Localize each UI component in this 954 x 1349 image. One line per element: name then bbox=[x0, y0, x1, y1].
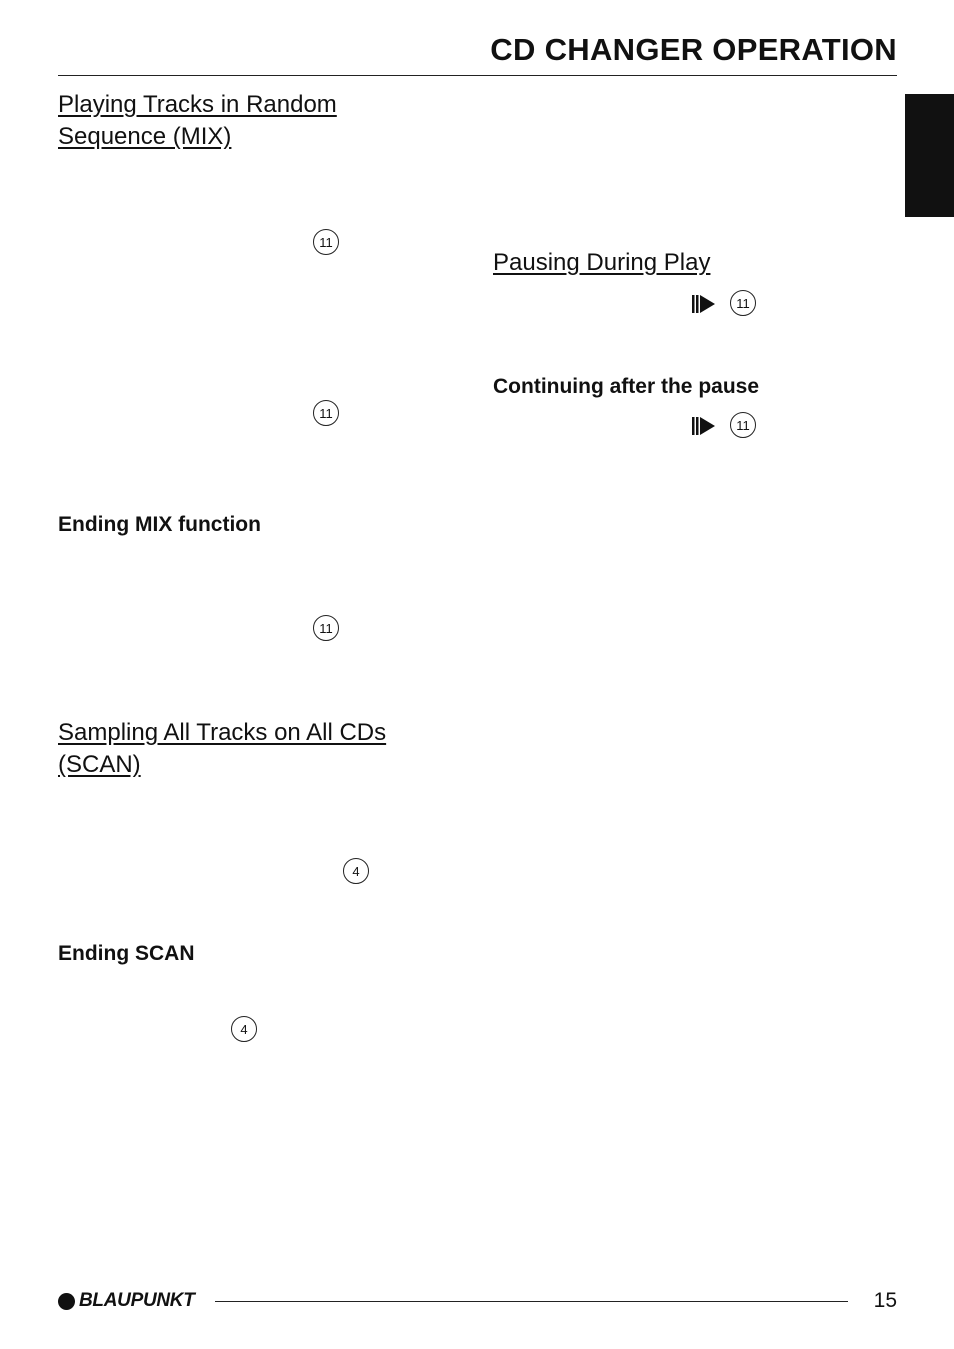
scan-heading bbox=[58, 717, 386, 781]
footer-divider bbox=[215, 1301, 848, 1302]
button-11-badge: 11 bbox=[730, 290, 756, 316]
play-pause-icon bbox=[692, 294, 716, 314]
button-4-badge: 4 bbox=[231, 1016, 257, 1042]
ending-mix-subheading: Ending MIX function bbox=[58, 513, 261, 536]
pause-heading: Pausing During Play bbox=[493, 249, 711, 276]
button-11-badge: 11 bbox=[730, 412, 756, 438]
brand-name: BLAUPUNKT bbox=[79, 1290, 195, 1311]
button-11-badge: 11 bbox=[313, 615, 339, 641]
mix-heading-line-2: Sequence (MIX) bbox=[58, 123, 232, 150]
ending-scan-subheading: Ending SCAN bbox=[58, 942, 195, 965]
continue-subheading: Continuing after the pause bbox=[493, 375, 760, 398]
mix-heading bbox=[58, 89, 337, 153]
logo-dot-icon bbox=[58, 1293, 75, 1310]
header-divider bbox=[58, 75, 897, 76]
page-number: 15 bbox=[873, 1289, 897, 1312]
brand-logo bbox=[58, 1290, 195, 1312]
play-pause-icon bbox=[692, 416, 716, 436]
scan-heading-line-2: (SCAN) bbox=[58, 751, 141, 778]
page-title: CD CHANGER OPERATION bbox=[490, 32, 897, 67]
language-tab-marker bbox=[905, 94, 954, 217]
mix-heading-line-1: Playing Tracks in Random bbox=[58, 91, 337, 118]
button-11-badge: 11 bbox=[313, 400, 339, 426]
button-11-badge: 11 bbox=[313, 229, 339, 255]
scan-heading-line-1: Sampling All Tracks on All CDs bbox=[58, 719, 387, 746]
button-4-badge: 4 bbox=[343, 858, 369, 884]
